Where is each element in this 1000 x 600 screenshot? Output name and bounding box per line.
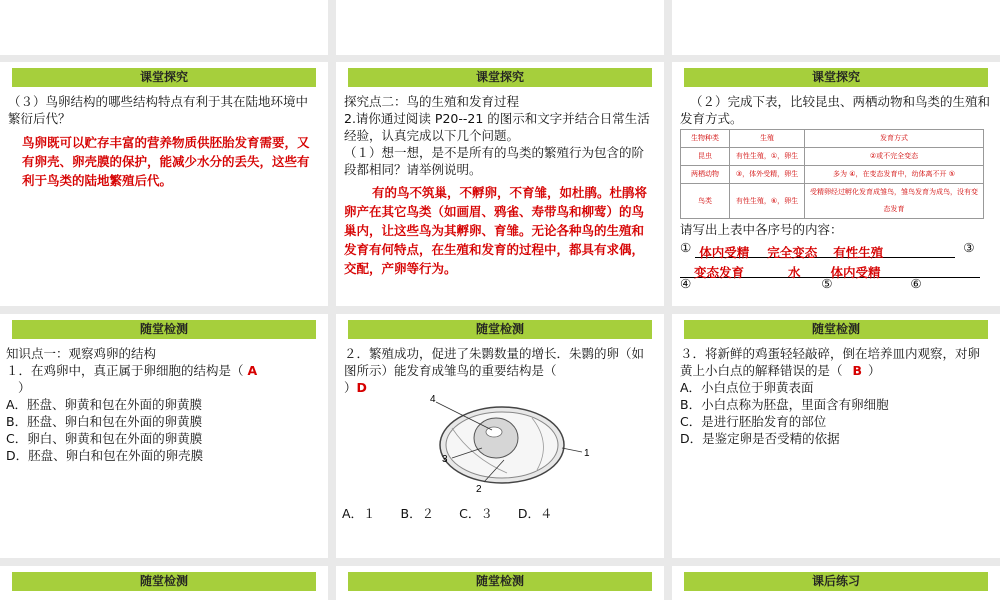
slide-explore-2: [336, 62, 664, 306]
question-close: ）: [868, 363, 881, 378]
label-3: 3: [442, 454, 448, 465]
answer-text: 有的鸟不筑巢，不孵卵，不育雏，如杜鹃。杜鹃将卵产在其它鸟类（如画眉、鸦雀、寿带鸟和柳莺）的鸟巢内，让这些鸟为其孵卵、育雏。无论各种鸟的生殖和发育有何特点，在生殖和发育的过程中，都具有求偶，交配，产卵等行为。: [344, 185, 648, 276]
question-text: [680, 345, 990, 379]
question-stem: １．在鸡卵中，真正属于卵细胞的结构是（: [6, 363, 244, 378]
slide-check-1: [0, 314, 328, 558]
slide-check-5: [336, 566, 664, 600]
table-cell: 鸟类: [681, 184, 730, 219]
question-text: [6, 362, 318, 379]
marker-1: ①: [680, 240, 692, 255]
table-row: [681, 184, 984, 219]
option-b: B．小白点称为胚盘，里面含有卵细胞: [680, 397, 889, 412]
question-text: （２）完成下表，比较昆虫、两栖动物和鸟类的生殖和发育方式。: [680, 94, 991, 126]
table-cell: ②或不完全变态: [805, 148, 984, 166]
slide-header: 课堂探究: [684, 68, 988, 87]
answer-text: 鸟卵既可以贮存丰富的营养物质供胚胎发育需要，又有卵壳、卵壳膜的保护，能减少水分的丢失，这些有利于鸟类的陆地繁殖后代。: [22, 135, 310, 188]
question-text: （１）想一想，是不是所有的鸟类的繁殖行为包含的阶段都相同？请举例说明。: [344, 145, 645, 177]
answer-4: 变态发育: [694, 265, 745, 280]
slide-check-4: [0, 566, 328, 600]
marker-6: ⑥: [910, 276, 922, 291]
option-c: C．是进行胚胎发育的部位: [680, 414, 827, 429]
slide-header: 课堂探究: [348, 68, 652, 87]
option-a: A．小白点位于卵黄表面: [680, 380, 814, 395]
slide-top-left: [0, 0, 328, 55]
table-header-row: [681, 130, 984, 148]
question-answer: D: [356, 380, 367, 395]
marker-4: ④: [680, 276, 692, 291]
label-4: 4: [430, 394, 436, 405]
answer-6: 体内受精: [830, 265, 881, 280]
slide-explore-1: [0, 62, 328, 306]
table-cell: 有性生殖，⑥，卵生: [730, 184, 805, 219]
instruction-text: 2.请你通过阅读 P20--21 的图示和文字并结合日常生活经验，认真完成以下几个问题。: [344, 111, 650, 143]
fill-prompt: 请写出上表中各序号的内容：: [680, 222, 843, 237]
answer-2: 完全变态: [767, 245, 818, 260]
slide-header: 随堂检测: [348, 572, 652, 591]
marker-3: ③: [963, 240, 975, 255]
question-close: ）: [344, 380, 357, 395]
table-row: [681, 148, 984, 166]
question-answer: B: [852, 363, 863, 378]
table-cell: 多为 ④，在变态发育中，幼体离不开 ⑤: [805, 166, 984, 184]
label-1: 1: [584, 448, 590, 459]
slide-header: 随堂检测: [348, 320, 652, 339]
slide-header: 随堂检测: [12, 572, 316, 591]
table-cell: 受精卵经过孵化发育成雏鸟，雏鸟发育为成鸟，没有变态发育: [805, 184, 984, 219]
marker-5: ⑤: [821, 276, 833, 291]
egg-diagram: [412, 388, 592, 498]
knowledge-title: 知识点一：观察鸡卵的结构: [6, 346, 157, 361]
fill-answers: [680, 238, 990, 294]
table-cell: 两栖动物: [681, 166, 730, 184]
slide-top-middle: [336, 0, 664, 55]
comparison-table: [680, 129, 984, 219]
question-answer: A: [247, 363, 258, 378]
answer-3: 有性生殖: [833, 245, 884, 260]
question-text: ２．繁殖成功，促进了朱鹮数量的增长．朱鹮的卵（如图所示）能发育成雏鸟的重要结构是（: [344, 346, 645, 378]
question-stem: ３．将新鲜的鸡蛋轻轻敲碎，倒在培养皿内观察，对卵黄上小白点的解释错误的是（: [680, 346, 981, 378]
table-cell: 昆虫: [681, 148, 730, 166]
slide-header: 随堂检测: [12, 320, 316, 339]
answer-1: 体内受精: [699, 245, 750, 260]
table-header-cell: 生殖: [730, 130, 805, 148]
slide-homework: [672, 566, 1000, 600]
table-row: [681, 166, 984, 184]
slide-check-3: [672, 314, 1000, 558]
table-cell: ③，体外受精，卵生: [730, 166, 805, 184]
table-header-cell: 发育方式: [805, 130, 984, 148]
slide-explore-3: [672, 62, 1000, 306]
slide-header: 课后练习: [684, 572, 988, 591]
label-2: 2: [476, 484, 482, 495]
question-text: （３）鸟卵结构的哪些结构特点有利于其在陆地环境中繁衍后代？: [8, 94, 309, 126]
answer-5: 水: [788, 265, 801, 280]
answer-options: A．１ B．２ C．３ D．４: [342, 506, 553, 521]
option-d: D．是鉴定卵是否受精的依据: [680, 431, 840, 446]
slide-check-2: [336, 314, 664, 558]
section-title: 探究点二：鸟的生殖和发育过程: [344, 94, 520, 109]
table-cell: 有性生殖，①，卵生: [730, 148, 805, 166]
option-d: D．胚盘、卵白和包在外面的卵壳膜: [6, 448, 204, 463]
slide-top-right: [672, 0, 1000, 55]
slide-header: 随堂检测: [684, 320, 988, 339]
question-close: ）: [18, 380, 31, 395]
option-a: A．胚盘、卵黄和包在外面的卵黄膜: [6, 397, 203, 412]
option-c: C．卵白、卵黄和包在外面的卵黄膜: [6, 431, 203, 446]
option-b: B．胚盘、卵白和包在外面的卵黄膜: [6, 414, 203, 429]
table-header-cell: 生物种类: [681, 130, 730, 148]
slide-header: 课堂探究: [12, 68, 316, 87]
